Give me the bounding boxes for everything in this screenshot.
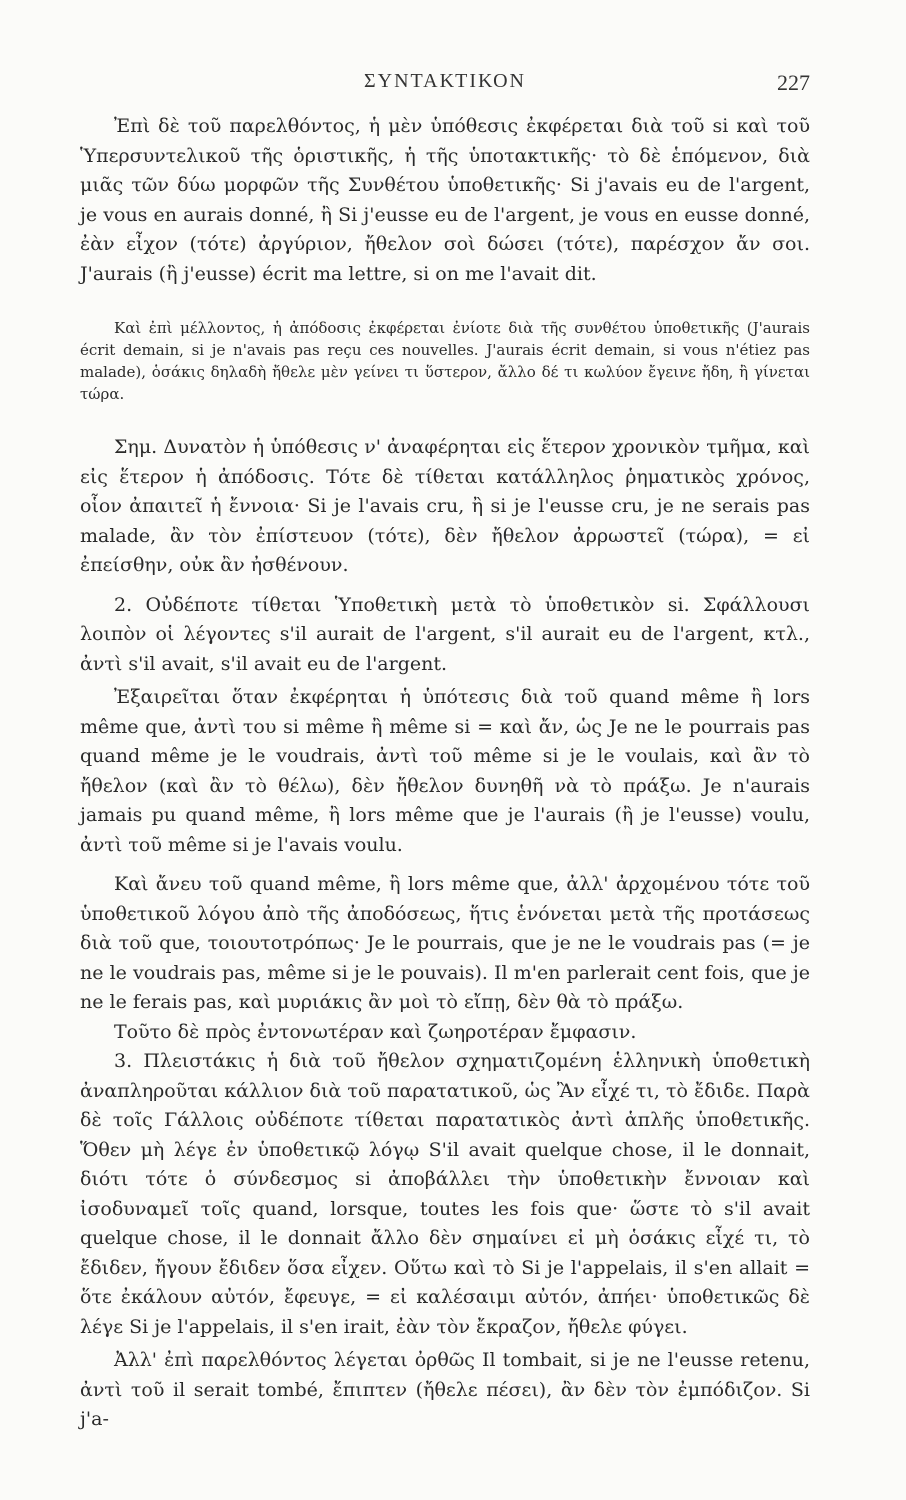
paragraph-rule-3: 3. Πλειστάκις ἡ διὰ τοῦ ἤθελον σχηματιζομένη ἑλληνικὴ ὑποθετικὴ ἀναπληροῦται κάλλιον διὰ τοῦ παρατατικοῦ, ὡς Ἂν εἶχέ τι, τὸ ἔδιδε. Παρὰ δὲ τοῖς Γάλλοις οὐδέποτε τίθεται παρατατικὸς ἀντὶ ἁπλῆς ὑποθετικῆς. Ὅθεν μὴ λέγε ἐν ὑποθετικῷ λόγῳ S'il avait quelque chose, il le donnait, διότι τότε ὁ σύνδεσμος si ἀποβάλλει τὴν ὑποθετικὴν ἔννοιαν καὶ ἰσοδυναμεῖ τοῖς quand, lorsque, toutes les fois que· ὥστε τὸ s'il avait quelque chose, il le donnait ἄλλο δὲν σημαίνει εἰ μὴ ὁσάκις εἶχέ τι, τὸ ἔδιδεν, ἤγουν ἔδιδεν ὅσα εἶχεν. Οὕτω καὶ τὸ Si je l'appelais, il s'en allait = ὅτε ἐκάλουν αὐτόν, ἔφευγε, = εἰ καλέσαιμι αὐτόν, ἀπήει· ὑποθετικῶς δὲ λέγε Si je l'appelais, il s'en irait, ἐὰν τὸν ἔκραζον, ἤθελε φύγει. <box>80 1050 810 1338</box>
paragraph-future-note: Καὶ ἐπὶ μέλλοντος, ἡ ἀπόδοσις ἐκφέρεται ἐνίοτε διὰ τῆς συνθέτου ὑποθετικῆς (J'aurais écrit demain, si je n'avais pas reçu ces nouvelles. J'aurais écrit demain, si vous n'étiez pas malade), ὁσάκις δηλαδὴ ἤθελε μὲν γείνει τι ὕστερον, ἄλλο δέ τι κωλύον ἔγεινε ἤδη, ἢ γίνεται τώρα. <box>80 319 810 403</box>
paragraph-rule-2: 2. Οὐδέποτε τίθεται Ὑποθετικὴ μετὰ τὸ ὑποθετικὸν si. Σφάλλουσι λοιπὸν οἱ λέγοντες s'il aurait de l'argent, s'il aurait eu de l'argent, κτλ., ἀντὶ s'il avait, s'il avait eu de l'argent. <box>80 593 810 675</box>
paragraph-emphasis: Τοῦτο δὲ πρὸς ἐντονωτέραν καὶ ζωηροτέραν ἔμφασιν. <box>114 1020 637 1043</box>
paragraph-remark: Σημ. Δυνατὸν ἡ ὑπόθεσις ν' ἀναφέρηται εἰς ἕτερον χρονικὸν τμῆμα, καὶ εἰς ἕτερον ἡ ἀπόδοσις. Τότε δὲ τίθεται κατάλληλος ῥηματικὸς χρόνος, οἷον ἀπαιτεῖ ἡ ἔννοια· Si je l'avais cru, ἢ si je l'eusse cru, je ne serais pas malade, ἂν τὸν ἐπίστευον (τότε), δὲν ἤθελον ἀρρωστεῖ (τώρα), = εἰ ἐπείσθην, οὐκ ἂν ἠσθένουν. <box>80 436 810 576</box>
paragraph-past-tense-hypothesis: Ἐπὶ δὲ τοῦ παρελθόντος, ἡ μὲν ὑπόθεσις ἐκφέρεται διὰ τοῦ si καὶ τοῦ Ὑπερσυντελικοῦ τῆς ὁριστικῆς, ἡ τῆς ὑποτακτικῆς· τὸ δὲ ἑπόμενον, διὰ μιᾶς τῶν δύω μορφῶν τῆς Συνθέτου ὑποθετικῆς· Si j'avais eu de l'argent, je vous en aurais donné, ἢ Si j'eusse eu de l'argent, je vous en eusse donné, ἐὰν εἶχον (τότε) ἀργύριον, ἤθελον σοὶ δώσει (τότε), παρέσχον ἄν σοι. J'aurais (ἢ j'eusse) écrit ma lettre, si on me l'avait dit. <box>80 115 810 285</box>
paragraph-past-continuation: Ἀλλ' ἐπὶ παρελθόντος λέγεται ὀρθῶς Il tombait, si je ne l'eusse retenu, ἀντὶ τοῦ il serait tombé, ἔπιπτεν (ἤθελε πέσει), ἂν δὲν τὸν ἐμπόδιζον. Si j'a- <box>80 1349 810 1430</box>
paragraph-exception: Ἐξαιρεῖται ὅταν ἐκφέρηται ἡ ὑπότεσις διὰ τοῦ quand même ἢ lors même que, ἀντὶ του si même ἢ même si = καὶ ἄν, ὡς Je ne le pourrais pas quand même je le voudrais, ἀντὶ τοῦ même si je le voulais, καὶ ἂν τὸ ἤθελον (καὶ ἂν τὸ θέλω), δὲν ἤθελον δυνηθῆ νὰ τὸ πράξω. Je n'aurais jamais pu quand même, ἢ lors même que je l'aurais (ἢ je l'eusse) voulu, ἀντὶ τοῦ même si je l'avais voulu. <box>80 686 810 856</box>
running-title: ΣΥΝΤΑΚΤΙΚΟΝ <box>364 70 526 92</box>
paragraph-without-quand-meme: Καὶ ἄνευ τοῦ quand même, ἢ lors même que, ἀλλ' ἀρχομένου τότε τοῦ ὑποθετικοῦ λόγου ἀπὸ τῆς ἀποδόσεως, ἥτις ἑνόνεται μετὰ τῆς προτάσεως διὰ τοῦ que, τοιουτοτρόπως· Je le pourrais, que je ne le voudrais pas (= je ne le voudrais pas, même si je le pouvais). Il m'en parlerait cent fois, que je ne le ferais pas, καὶ μυριάκις ἂν μοὶ τὸ εἴπῃ, δὲν θὰ τὸ πράξω. <box>80 873 810 1013</box>
page-body <box>80 112 810 1435</box>
page-number: 227 <box>777 70 810 95</box>
page-header <box>80 70 810 104</box>
